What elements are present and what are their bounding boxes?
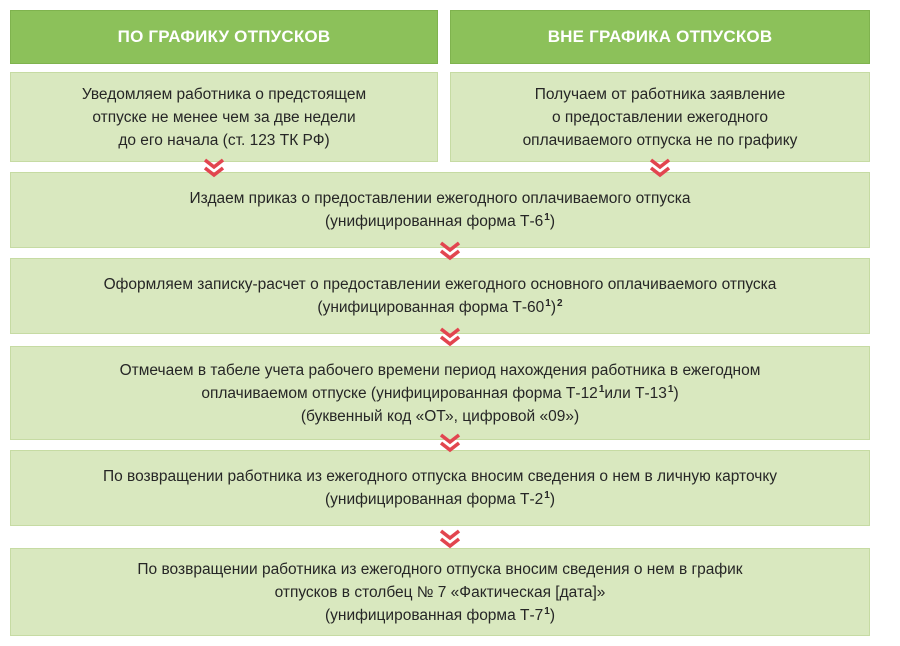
- step-schedule-line-3: (унифицированная форма $Т-7^1$): [325, 605, 555, 624]
- step-timesheet-box: [10, 346, 870, 440]
- step-timesheet-line-2: оплачиваемом отпуске (унифицированная форма $Т-12^1или$ $Т-13^1$): [201, 383, 679, 402]
- application-line-2: о предоставлении ежегодного: [551, 108, 769, 126]
- header-scheduled-label: ПО ГРАФИКУ ОТПУСКОВ: [117, 27, 331, 46]
- notify-line-1: Уведомляем работника о предстоящем: [81, 85, 367, 103]
- double-chevron-down-icon: [439, 433, 461, 453]
- step-timesheet-line-1: Отмечаем в табеле учета рабочего времени период нахождения работника в ежегодном: [119, 361, 761, 379]
- application-line-1: Получаем от работника заявление: [534, 85, 786, 103]
- double-chevron-down-icon: [439, 327, 461, 347]
- step-calculation-line-2: (унифицированная форма $Т-60^1)^2$: [317, 298, 563, 316]
- step-schedule-line-2: отпусков в столбец № 7 «Фактическая [дата]»: [274, 583, 606, 601]
- double-chevron-down-icon: [439, 529, 461, 549]
- notify-line-2: отпуске не менее чем за две недели: [92, 108, 356, 126]
- receive-application-box: [450, 72, 870, 162]
- step-order-line-2: (унифицированная форма $Т-6^1$): [325, 212, 555, 230]
- notify-employee-box: [10, 72, 438, 162]
- double-chevron-down-icon: [203, 158, 225, 178]
- step-order-box: [10, 172, 870, 248]
- step-personal-card-line-1: По возвращении работника из ежегодного отпуска вносим сведения о нем в личную карточку: [102, 468, 778, 485]
- step-order-line-1: Издаем приказ о предоставлении ежегодного оплачиваемого отпуска: [189, 190, 691, 207]
- application-line-3: оплачиваемого отпуска не по графику: [522, 131, 798, 149]
- step-calculation-line-1: Оформляем записку-расчет о предоставлении ежегодного основного оплачиваемого отпуска: [103, 276, 777, 293]
- step-schedule-line-1: По возвращении работника из ежегодного отпуска вносим сведения о нем в график: [137, 560, 743, 578]
- step-schedule-box: [10, 548, 870, 636]
- step-personal-card-line-2: (унифицированная форма $Т-2^1$): [325, 490, 555, 508]
- step-personal-card-box: [10, 450, 870, 526]
- notify-line-3: до его начала (ст. 123 ТК РФ): [118, 131, 330, 149]
- header-unscheduled-label: ВНЕ ГРАФИКА ОТПУСКОВ: [547, 27, 773, 46]
- header-scheduled: [10, 10, 438, 64]
- double-chevron-down-icon: [439, 241, 461, 261]
- step-timesheet-line-3: (буквенный код «ОТ», цифровой «09»): [300, 407, 580, 425]
- header-unscheduled: [450, 10, 870, 64]
- double-chevron-down-icon: [649, 158, 671, 178]
- step-calculation-box: [10, 258, 870, 334]
